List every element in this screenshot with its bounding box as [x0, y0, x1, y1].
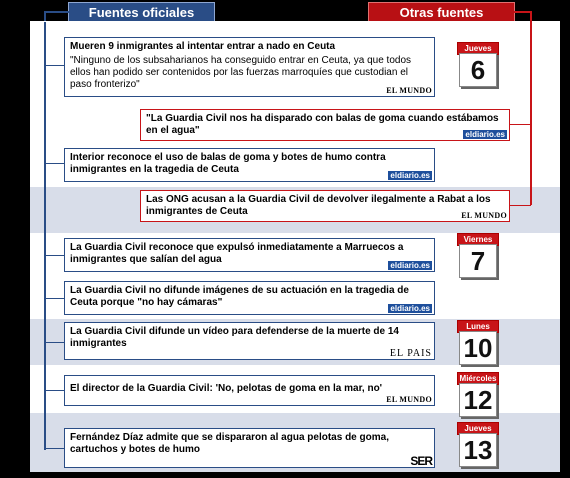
calendar-weekday: Lunes: [457, 320, 499, 333]
news-item-8[interactable]: [64, 375, 435, 406]
calendar-icon-day-10: [457, 320, 499, 368]
source-logo-el-mundo: EL MUNDO: [461, 211, 507, 220]
calendar-date: 12: [459, 383, 497, 417]
source-logo-eldiario: eldiario.es: [390, 171, 430, 180]
source-logo-el-mundo: EL MUNDO: [386, 86, 432, 95]
connector-5: [44, 255, 64, 256]
connector-3: [44, 163, 64, 164]
calendar-weekday: Miércoles: [457, 372, 499, 385]
calendar-weekday: Jueves: [457, 422, 499, 435]
calendar-icon-day-13: [457, 422, 499, 470]
connector-4: [510, 205, 531, 206]
calendar-date: 10: [459, 331, 497, 365]
connector-2: [510, 124, 531, 125]
news-item-5[interactable]: [64, 238, 435, 272]
calendar-weekday: Jueves: [457, 42, 499, 55]
source-logo-eldiario: eldiario.es: [465, 130, 505, 139]
connector-8: [44, 390, 64, 391]
connector-7: [44, 342, 64, 343]
news-item-9[interactable]: [64, 428, 435, 468]
news-headline: Interior reconoce el uso de balas de goma y botes de humo contra inmigrantes en la tragedia de Ceuta: [70, 152, 386, 175]
calendar-date: 6: [459, 53, 497, 87]
news-headline: Las ONG acusan a la Guardia Civil de devolver ilegalmente a Rabat a los inmigrantes de Ceuta: [146, 194, 491, 217]
calendar-icon-day-7: [457, 233, 499, 281]
news-item-4[interactable]: [140, 190, 510, 222]
news-quote: "Ninguno de los subsaharianos ha conseguido entrar en Ceuta, ya que todos ellos han podido ser contenidos por las fuerzas marroquíes que custodian el paso fronterizo": [70, 55, 412, 90]
source-logo-cadena-ser: SER: [410, 454, 432, 468]
source-logo-el-pais: EL PAIS: [389, 348, 432, 359]
calendar-date: 13: [459, 433, 497, 467]
source-logo-eldiario: eldiario.es: [390, 304, 430, 313]
source-logo-eldiario: eldiario.es: [390, 261, 430, 270]
news-item-2[interactable]: [140, 109, 510, 141]
connector-6: [44, 298, 64, 299]
news-item-3[interactable]: [64, 148, 435, 182]
news-headline: La Guardia Civil difunde un vídeo para defenderse de la muerte de 14 inmigrantes: [70, 326, 399, 349]
calendar-icon-day-12: [457, 372, 499, 420]
news-item-6[interactable]: [64, 281, 435, 315]
news-headline: La Guardia Civil reconoce que expulsó inmediatamente a Marruecos a inmigrantes que salían del agua: [70, 242, 404, 265]
news-item-7[interactable]: [64, 322, 435, 360]
news-headline: Fernández Díaz admite que se dispararon al agua pelotas de goma, cartuchos y botes de humo: [70, 432, 389, 455]
connector-9: [44, 448, 64, 449]
news-headline: El director de la Guardia Civil: 'No, pelotas de goma en la mar, no': [70, 383, 383, 394]
official-sources-header: Fuentes oficiales: [68, 2, 215, 22]
other-sources-header: Otras fuentes: [368, 2, 515, 22]
official-header-connector: [44, 11, 69, 13]
calendar-weekday: Viernes: [457, 233, 499, 246]
other-timeline: [530, 12, 532, 205]
news-item-1[interactable]: [64, 37, 435, 97]
source-logo-el-mundo: EL MUNDO: [386, 395, 432, 404]
calendar-date: 7: [459, 244, 497, 278]
news-headline: La Guardia Civil no difunde imágenes de su actuación en la tragedia de Ceuta porque "no hay cámaras": [70, 285, 409, 308]
news-headline: Mueren 9 inmigrantes al intentar entrar a nado en Ceuta: [70, 41, 336, 52]
official-timeline: [44, 22, 46, 450]
calendar-icon-day-6: [457, 42, 499, 90]
connector-1: [44, 65, 64, 66]
news-headline: "La Guardia Civil nos ha disparado con balas de goma cuando estábamos en el agua": [146, 113, 499, 136]
